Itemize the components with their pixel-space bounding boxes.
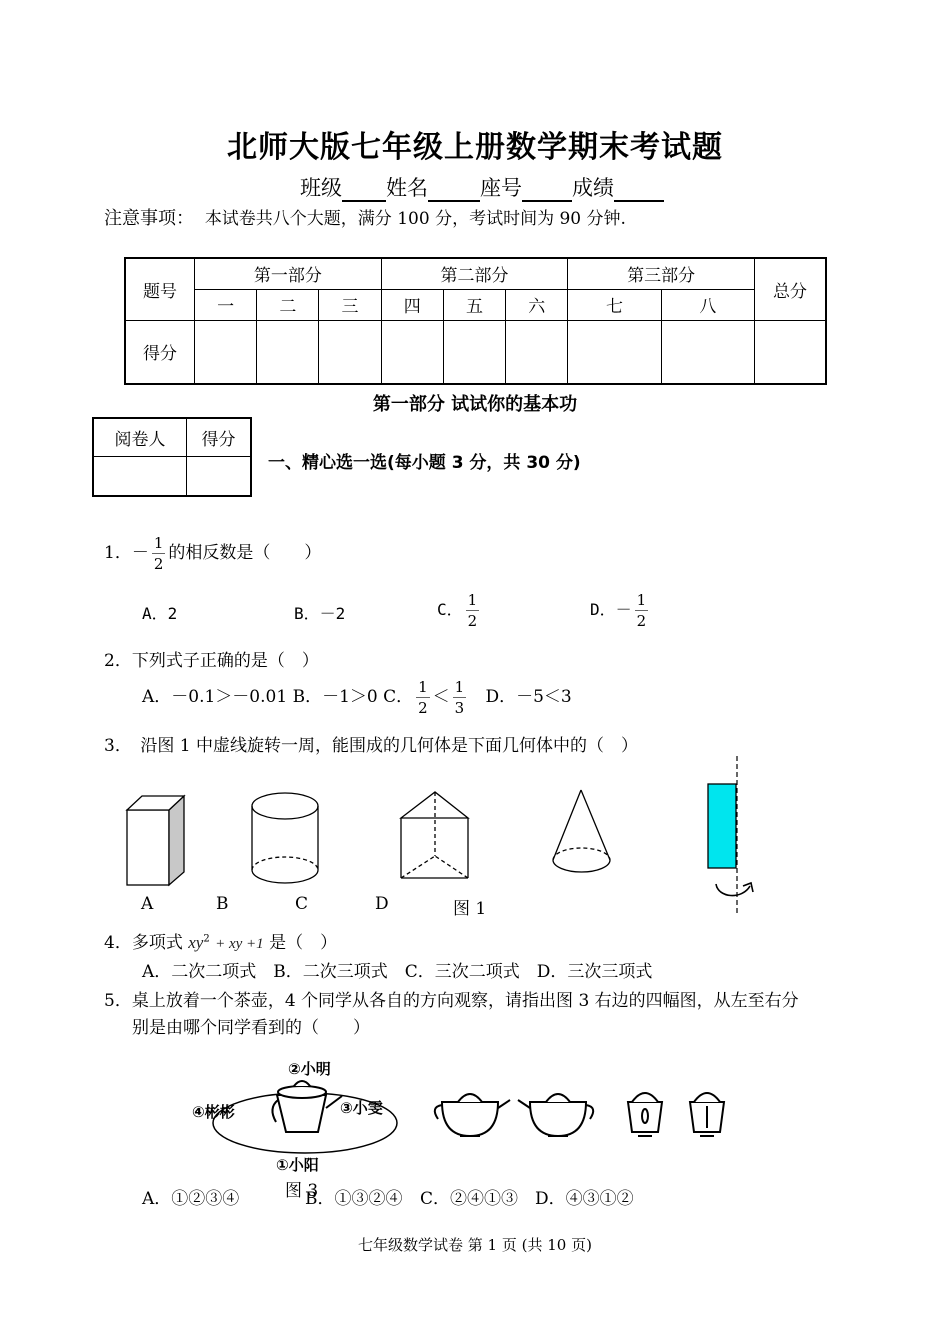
grader-score-label: 得分 xyxy=(187,418,251,456)
q3-label-c: C xyxy=(295,894,309,914)
q1-option-b: B．－2 xyxy=(294,604,346,623)
part-header-3: 第三部分 xyxy=(568,258,755,289)
q3-label-d: D xyxy=(375,894,389,914)
score-cell xyxy=(195,320,257,384)
reviewer-label: 阅卷人 xyxy=(93,418,187,456)
q2-option-d: D．－5＜3 xyxy=(485,687,572,707)
notice xyxy=(104,204,626,230)
frac-den: 3 xyxy=(454,699,465,717)
grader-table xyxy=(92,417,252,497)
student-info-line xyxy=(300,172,664,202)
score-cell xyxy=(257,320,319,384)
frac-den: 2 xyxy=(467,612,478,630)
frac-den: 2 xyxy=(153,555,164,573)
q1-c-fraction xyxy=(466,590,480,631)
question-col-8: 八 xyxy=(661,289,754,320)
teapot-figure xyxy=(180,1050,760,1200)
question-col-6: 六 xyxy=(506,289,568,320)
label-xiaoyang: ①小阳 xyxy=(276,1156,319,1174)
notice-text: 本试卷共八个大题，满分 100 分，考试时间为 90 分钟. xyxy=(204,209,626,229)
fig-1-label: 图 1 xyxy=(453,899,487,919)
teapot-icon xyxy=(272,1081,342,1132)
total-header: 总分 xyxy=(755,258,827,320)
q1-option-a: A．2 xyxy=(142,604,178,623)
q2-less-than: ＜ xyxy=(432,687,450,707)
score-cell xyxy=(506,320,568,384)
question-5-line-2: 别是由哪个同学看到的（ ） xyxy=(132,1018,370,1038)
cuboid-shape xyxy=(127,796,184,885)
seat-blank xyxy=(522,178,572,202)
grader-score-cell xyxy=(187,456,251,496)
q1-option-c-label: C． xyxy=(437,600,463,619)
score-cell xyxy=(661,320,754,384)
teapot-view-2 xyxy=(518,1094,593,1136)
q4-poly-exp: 2 xyxy=(203,933,210,945)
page-title: 北师大版七年级上册数学期末考试题 xyxy=(227,130,723,165)
question-2-stem: 2．下列式子正确的是（ ） xyxy=(104,651,319,671)
q1-option-d-label: D．－ xyxy=(590,600,632,619)
cylinder-shape xyxy=(252,793,318,883)
section-1-title: 第一部分 试试你的基本功 xyxy=(372,394,578,415)
q4-poly-xy: xy xyxy=(188,933,204,952)
score-cell xyxy=(568,320,661,384)
teapot-view-4 xyxy=(690,1093,724,1136)
part-1-heading: 一、精心选一选(每小题 3 分，共 30 分) xyxy=(268,453,581,473)
question-2-options xyxy=(142,677,572,718)
teapot-view-3 xyxy=(628,1093,662,1136)
q2-c-frac-2 xyxy=(453,677,467,718)
q2-option-a: A．－0.1＞－0.01 xyxy=(142,687,288,707)
question-col-4: 四 xyxy=(381,289,443,320)
question-4-options: A．二次二项式 B．二次三项式 C．三次二项式 D．三次三项式 xyxy=(142,962,653,982)
part-header-2: 第二部分 xyxy=(381,258,568,289)
q2-option-b: B．－1＞0 xyxy=(292,687,378,707)
class-label: 班级 xyxy=(300,176,342,200)
q4-number: 4．多项式 xyxy=(104,933,183,953)
q1-option-d xyxy=(590,590,651,631)
class-blank xyxy=(342,178,386,202)
frac-num: 1 xyxy=(418,678,428,696)
score-cell xyxy=(443,320,505,384)
question-col-1: 一 xyxy=(195,289,257,320)
grade-label: 成绩 xyxy=(572,176,614,200)
question-4-stem xyxy=(104,928,337,953)
q4-poly-rest: + xy +1 xyxy=(215,936,264,952)
frac-num: 1 xyxy=(454,678,465,696)
q1-fraction xyxy=(152,533,166,574)
question-col-7: 七 xyxy=(568,289,661,320)
q1-option-c xyxy=(437,590,482,631)
seat-label: 座号 xyxy=(480,176,522,200)
q5-option-a: A．①②③④ xyxy=(142,1189,240,1209)
score-table xyxy=(124,257,827,385)
label-xiaowen: ③小雯 xyxy=(340,1099,383,1117)
rotation-figure xyxy=(708,756,753,915)
part-header-1: 第一部分 xyxy=(195,258,382,289)
q5-option-b: B．①③②④ xyxy=(305,1189,403,1209)
label-xiaoming: ②小明 xyxy=(288,1060,331,1078)
question-col-3: 三 xyxy=(319,289,381,320)
question-1 xyxy=(104,533,321,574)
triangular-prism-shape xyxy=(401,792,468,878)
name-blank xyxy=(428,178,480,202)
score-cell xyxy=(381,320,443,384)
q3-label-a: A xyxy=(141,894,154,914)
row-header: 题号 xyxy=(125,258,195,320)
q1-d-fraction xyxy=(635,590,649,631)
question-5-line-1: 5．桌上放着一个茶壶，4 个同学从各自的方向观察，请指出图 3 右边的四幅图，从左至右分 xyxy=(104,991,799,1011)
question-col-5: 五 xyxy=(443,289,505,320)
label-binbin: ④彬彬 xyxy=(192,1103,235,1121)
q1-minus: － xyxy=(131,543,149,563)
frac-num: 1 xyxy=(636,591,647,609)
q5-option-c: C．②④①③ xyxy=(420,1189,519,1209)
q2-c-frac-1 xyxy=(416,677,430,718)
frac-den: 2 xyxy=(418,699,428,717)
grade-blank xyxy=(614,178,664,202)
teapot-view-1 xyxy=(435,1094,510,1136)
fig-3-label: 图 3 xyxy=(285,1181,319,1201)
q1-number: 1． xyxy=(104,543,132,563)
q4-tail: 是（ ） xyxy=(269,933,338,953)
score-row-label: 得分 xyxy=(125,320,195,384)
frac-den: 2 xyxy=(636,612,647,630)
notice-label: 注意事项： xyxy=(104,208,194,229)
q5-option-d: D．④③①② xyxy=(535,1189,634,1209)
q2-option-c: C． xyxy=(383,687,414,707)
q3-label-b: B xyxy=(216,894,229,914)
frac-num: 1 xyxy=(467,591,478,609)
name-label: 姓名 xyxy=(386,176,428,200)
page-footer: 七年级数学试卷 第 1 页 (共 10 页) xyxy=(358,1236,592,1254)
reviewer-cell xyxy=(93,456,187,496)
q1-text: 的相反数是（ ） xyxy=(168,543,322,563)
question-3-stem: 3． 沿图 1 中虚线旋转一周，能围成的几何体是下面几何体中的（ ） xyxy=(104,736,638,756)
score-cell xyxy=(319,320,381,384)
cone-shape xyxy=(553,790,610,872)
score-cell-total xyxy=(755,320,827,384)
question-col-2: 二 xyxy=(257,289,319,320)
frac-num: 1 xyxy=(153,534,164,552)
